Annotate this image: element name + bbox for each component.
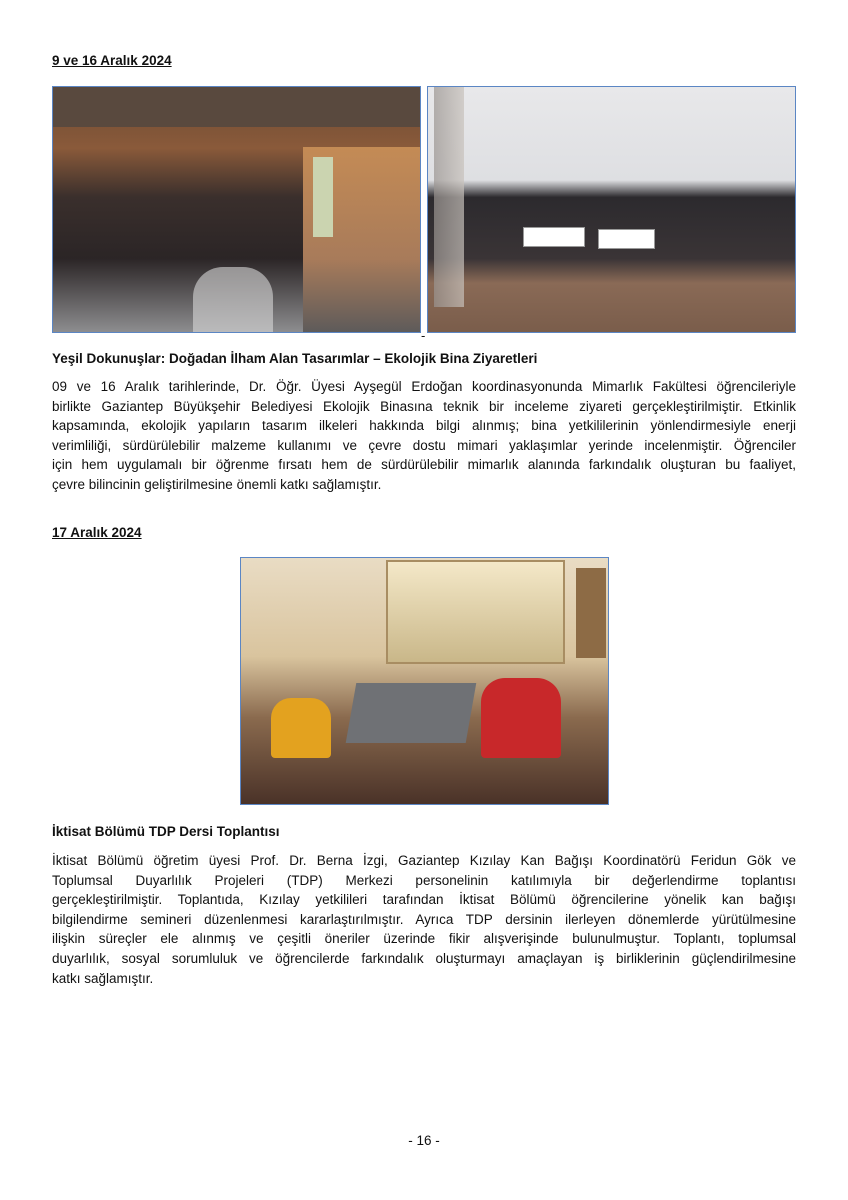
paragraph-line: çevre bilincinin geliştirilmesine önemli katkı sağlamıştır. bbox=[52, 476, 382, 492]
paragraph-line: Toplumsal Duyarlılık Projeleri (TDP) Merkezi personelinin katılımıyla bir değerlendirme toplantısı bbox=[52, 872, 796, 888]
paragraph-line: gerçekleştirilmiştir. Toplantıda, Kızılay yetkilileri tarafından İktisat Bölümü öğrencilerine yönelik kan bağışı bbox=[52, 892, 796, 908]
paragraph-line: bilgilendirme semineri düzenlenmesi kararlaştırılmıştır. Ayrıca TDP dersinin ilerleyen dönemlerde yürütülmesine bbox=[52, 911, 796, 927]
paragraph-line: için hem uygulamalı bir öğrenme fırsatı hem de sürdürülebilir mimarlık alanında farkındalık oluşturan bu faaliyet, bbox=[52, 457, 796, 473]
section1-paragraph bbox=[52, 377, 796, 495]
paragraph-line: İktisat Bölümü öğretim üyesi Prof. Dr. Berna İzgi, Gaziantep Kızılay Kan Bağışı Koordinatörü Feridun Gök ve bbox=[52, 853, 796, 868]
meeting-photo bbox=[240, 557, 609, 805]
section2-date: 17 Aralık 2024 bbox=[52, 525, 142, 540]
section1-title: Yeşil Dokunuşlar: Doğadan İlham Alan Tasarımlar – Ekolojik Bina Ziyaretleri bbox=[52, 351, 538, 366]
paragraph-line: duyarlılık, sosyal sorumluluk ve öğrencilerde farkındalık oluşturmayı amaçlayan iş birliklerinin güçlendirilmesine bbox=[52, 950, 796, 966]
separator-dash: - bbox=[421, 328, 426, 343]
paragraph-line: katkı sağlamıştır. bbox=[52, 970, 154, 986]
section2-title: İktisat Bölümü TDP Dersi Toplantısı bbox=[52, 824, 280, 839]
section2-paragraph bbox=[52, 851, 796, 988]
paragraph-line: kapsamında, ekolojik yapıların tasarım ilkeleri hakkında bilgi alınmış; bina yetkililerinin yönlendirmesiyle enerji bbox=[52, 418, 796, 434]
paragraph-line: ilişkin süreçler ele alınmış ve çeşitli öneriler üzerinde fikir alışverişinde bulunulmuştur. Toplantı, toplumsal bbox=[52, 931, 796, 947]
section1-date: 9 ve 16 Aralık 2024 bbox=[52, 53, 172, 68]
page-number: - 16 - bbox=[408, 1133, 440, 1148]
paragraph-line: birlikte Gaziantep Büyükşehir Belediyesi Ekolojik Binasına teknik bir inceleme ziyareti gerçekleştirilmiştir. Etkinlik bbox=[52, 398, 796, 414]
paragraph-line: 09 ve 16 Aralık tarihlerinde, Dr. Öğr. Üyesi Ayşegül Erdoğan koordinasyonunda Mimarlık Fakültesi öğrencileriyle bbox=[52, 379, 796, 394]
group-photo-ecological-building bbox=[427, 86, 796, 333]
lecture-hall-photo bbox=[52, 86, 421, 333]
paragraph-line: verimliliği, sürdürülebilir malzeme kullanımı ve çevre dostu mimari yaklaşımlar yerinde incelenmiştir. Öğrenciler bbox=[52, 437, 796, 453]
